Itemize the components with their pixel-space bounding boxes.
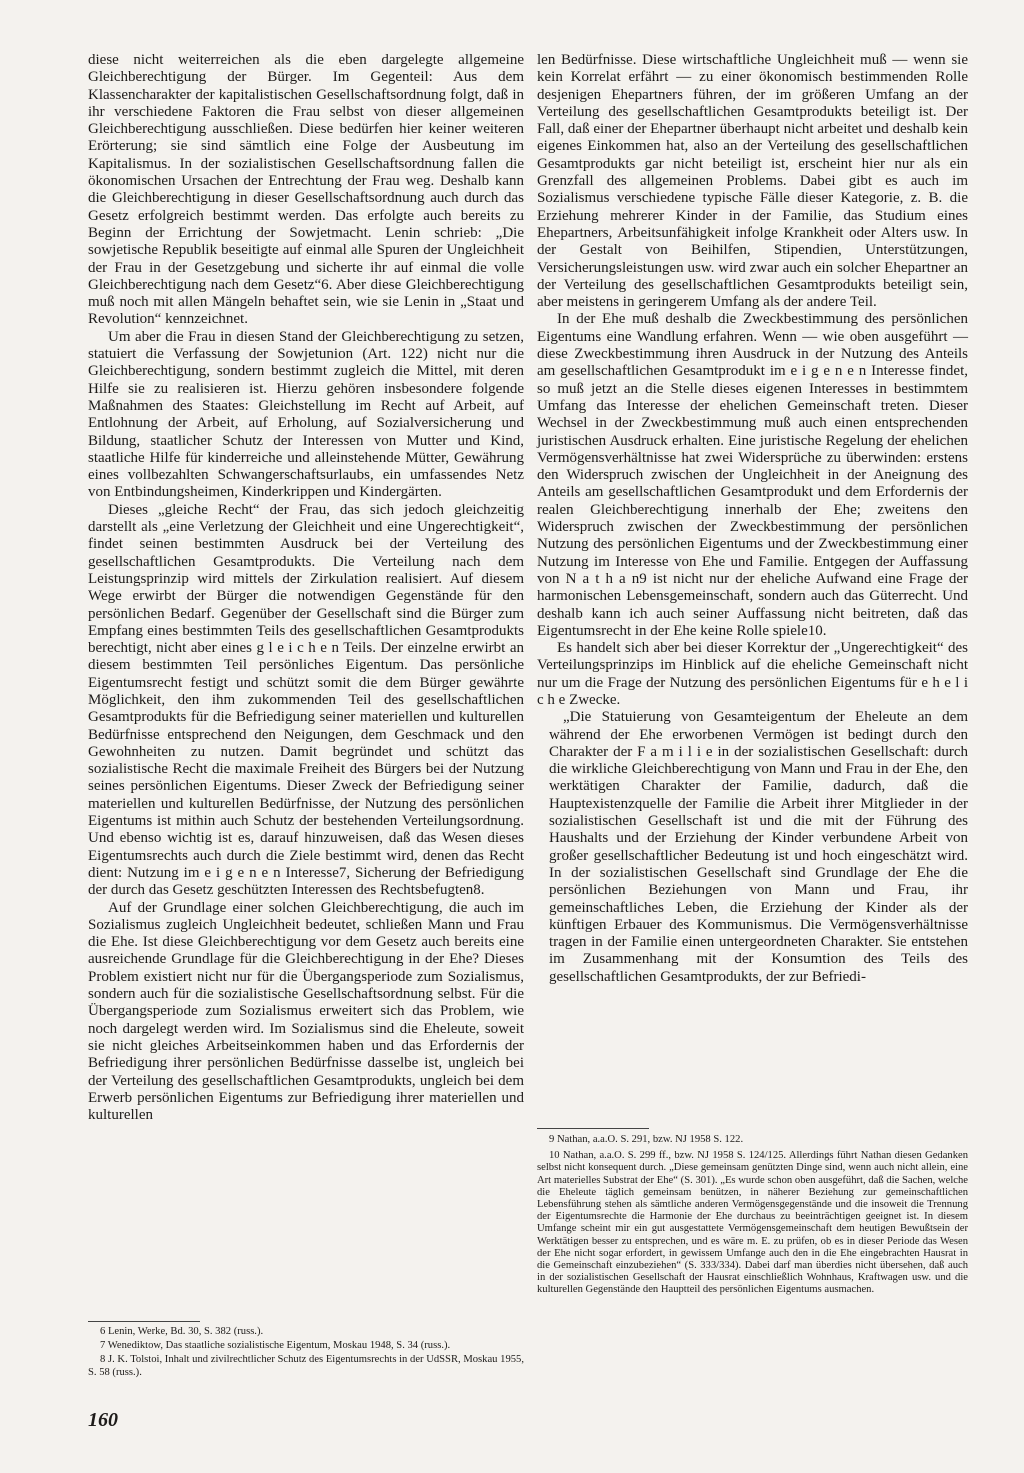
block-quote: „Die Statuierung von Gesamteigentum der Eheleute an dem während der Ehe erworbenen Vermögen ist bedingt durch den Charakter der F a m i l i e in der sozialistischen Gesellschaft: durch die wirkliche Gleichberechtigung von Mann und Frau in der Ehe, den werktätigen Charakter der Familie, dadurch, daß die Hauptexistenzquelle der Familie die Arbeit ihrer Mitglieder in der sozialistischen Gesellschaft ist und die mit der Führung des Haushalts und der Erziehung der Kinder verbundene Arbeit von großer gesellschaftlicher Bedeutung ist und hoch eingeschätzt wird. In der sozialistischen Gesellschaft sind Grundlage der Ehe die persönlichen Beziehungen von Mann und Frau, ihr gemeinschaftliches Leben, die Erziehung der Kinder als der künftigen Erbauer des Kommunismus. Die Vermögensverhältnisse tragen in der Familie einen untergeordneten Charakter. Sie entstehen im Zusammenhang mit der Konsumtion des Teils des gesellschaftlichen Gesamtprodukts, der zur Befriedi-	[549, 709, 968, 985]
paragraph: Um aber die Frau in diesen Stand der Gleichberechtigung zu setzen, statuiert die Verfassung der Sowjetunion (Art. 122) nicht nur die Gleichberechtigung, sondern bestimmt zugleich die Mittel, mit deren Hilfe sie zu realisieren ist. Hierzu gehören insbesondere folgende Maßnahmen des Staates: Gleichstellung im Recht auf Arbeit, auf Entlohnung der Arbeit, auf Erholung, auf Sozialversicherung und Bildung, staatlicher Schutz der Interessen von Mutter und Kind, staatliche Hilfe für kinderreiche und alleinstehende Mütter, Gewährung eines vollbezahlten Schwangerschaftsurlaubs, ein umfassendes Netz von Entbindungsheimen, Kinderkrippen und Kindergärten.	[88, 328, 524, 501]
paragraph: In der Ehe muß deshalb die Zweckbestimmung des persönlichen Eigentums eine Wandlung erfahren. Wenn — wie oben ausgeführt — diese Zweckbestimmung ihren Ausdruck in der Nutzung des Anteils am gesellschaftlichen Gesamtprodukt im e i g e n e n Interesse findet, so muß jetzt an die Stelle dieses eigenen Interesses in bestimmtem Umfang das Interesse der ehelichen Gemeinschaft treten. Dieser Wechsel in der Zweckbestimmung muß auch einen entsprechenden juristischen Ausdruck erhalten. Eine juristische Regelung der ehelichen Vermögensverhältnisse hat zwei Widersprüche zu überwinden: erstens den Widerspruch zwischen der Ungleichheit in der Aneignung des Anteils am gesellschaftlichen Gesamtprodukt und dem Erfordernis der realen Gleichberechtigung innerhalb der Ehe; zweitens den Widerspruch zwischen der Zweckbestimmung der persönlichen Nutzung des persönlichen Eigentums und der Zweckbestimmung einer Nutzung im Interesse von Ehe und Familie. Entgegen der Auffassung von N a t h a n9 ist nicht nur der eheliche Aufwand eine Frage der harmonischen Lebensgemeinschaft, sondern auch das Güterrecht. Und deshalb kann ich auch seiner Auffassung nicht beitreten, daß das Eigentumsrecht in der Ehe keine Rolle spiele10.	[537, 311, 968, 639]
paragraph: diese nicht weiterreichen als die eben dargelegte allgemeine Gleichberechtigung der Bürger. Im Gegenteil: Aus dem Klassencharakter der kapitalistischen Gesellschaftsordnung folgt, daß in ihr verschiedene Faktoren die Frau selbst von dieser allgemeinen Gleichberechtigung ausschließen. Diese bedürfen hier keiner weiteren Erörterung; sie sind sämtlich eine Folge der Ausbeutung im Kapitalismus. In der sozialistischen Gesellschaftsordnung fallen die ökonomischen Ursachen der Entrechtung der Frau weg. Deshalb kann die Gleichberechtigung in dieser Gesellschaftsordnung auch durch das Gesetz erfolgreich bestimmt werden. Das erfolgte auch bereits zu Beginn der Errichtung der Sowjetmacht. Lenin schrieb: „Die sowjetische Republik beseitigte auf einmal alle Spuren der Ungleichheit der Frau in der Gesetzgebung und sicherte ihr auf einmal die volle Gleichberechtigung nach dem Gesetz“6. Aber diese Gleichberechtigung muß noch mit allen Mängeln behaftet sein, wie sie Lenin in „Staat und Revolution“ kennzeichnet.	[88, 52, 524, 328]
footnote: 10 Nathan, a.a.O. S. 299 ff., bzw. NJ 1958 S. 124/125. Allerdings führt Nathan diesen Gedanken selbst nicht konsequent durch. „Diese gemeinsam genützten Dinge sind, wenn auch nicht allein, eine Art materielles Substrat der Ehe“ (S. 301). „Es wurde schon oben ausgeführt, daß die Sachen, welche die Eheleute täglich gemeinsam benützen, in näherer Beziehung zur gemeinschaftlichen Lebensführung stehen als sämtliche anderen Vermögensgegenstände und die insoweit die Trennung der Eigentumsrechte die Harmonie der Ehe durchaus zu beeinträchtigen geeignet ist. In diesem Umfange scheint mir ein gut ausgestattete Vermögensgemeinschaft dem heutigen Bewußtsein der Werktätigen besser zu entsprechen, und es wäre m. E. zu prüfen, ob es in dieser Periode das Wesen der Ehe nicht sogar erfordert, in gewissem Umfange auch den in die Ehe eingebrachten Hausrat in die Gemeinschaft einzubeziehen“ (S. 333/334). Dabei darf man überdies nicht übersehen, daß auch in der sozialistischen Gesellschaft der Hausrat einschließlich Wohnhaus, Kraftwagen usw. und die kulturellen Gegenstände den Hauptteil des persönlichen Eigentums ausmachen.	[537, 1150, 968, 1296]
paragraph: len Bedürfnisse. Diese wirtschaftliche Ungleichheit muß — wenn sie kein Korrelat erfährt — zu einer ökonomisch bestimmenden Rolle desjenigen Ehepartners führen, der im größeren Umfang an der Verteilung des gesellschaftlichen Gesamtprodukts beteiligt ist. Der Fall, daß einer der Ehepartner überhaupt nicht arbeitet und deshalb kein eigenes Einkommen hat, also an der Verteilung des gesellschaftlichen Gesamtprodukts gar nicht beteiligt ist, erscheint hier nur als ein Grenzfall des allgemeinen Problems. Dabei gibt es auch im Sozialismus verschiedene typische Fälle dieser Kategorie, z. B. die Erziehung mehrerer Kinder in der Familie, das Studium eines Ehepartners, Arbeitsunfähigkeit infolge Krankheit oder Alters usw. In der Gestalt von Beihilfen, Stipendien, Unterstützungen, Versicherungsleistungen usw. wird zwar auch ein solcher Ehepartner an der Verteilung des gesellschaftlichen Gesamtprodukts beteiligt sein, aber meistens in geringerem Umfang als der andere Teil.	[537, 52, 968, 311]
footnote: 7 Wenediktow, Das staatliche sozialistische Eigentum, Moskau 1948, S. 34 (russ.).	[100, 1340, 451, 1352]
paragraph: Dieses „gleiche Recht“ der Frau, das sich jedoch gleichzeitig darstellt als „eine Verletzung der Gleichheit und eine Ungerechtigkeit“, findet seinen bestimmten Ausdruck bei der Verteilung des gesellschaftlichen Gesamtprodukts. Die Verteilung nach dem Leistungsprinzip wird mittels der Zirkulation realisiert. Auf diesem Wege erwirbt der Bürger die notwendigen Gegenstände für den persönlichen Bedarf. Gegenüber der Gesellschaft sind die Bürger zum Empfang eines bestimmten Teils des gesellschaftlichen Gesamtprodukts berechtigt, nicht aber eines g l e i c h e n Teils. Der einzelne erwirbt an diesem bestimmten Teil persönliches Eigentum. Das persönliche Eigentumsrecht festigt und schützt somit die dem Bürger gewährte Möglichkeit, den ihm zukommenden Teil des gesellschaftlichen Gesamtprodukts für die Befriedigung seiner materiellen und kulturellen Bedürfnisse entsprechend den Neigungen, dem Geschmack und den Gewohnheiten zu nutzen. Damit begründet und schützt das sozialistische Recht die maximale Freiheit des Bürgers bei der Nutzung seines persönlichen Eigentums. Dieser Zweck der Befriedigung seiner materiellen und kulturellen Bedürfnisse, der Nutzung des persönlichen Eigentums ist mithin auch Schutz der bestehenden Verteilungsordnung. Und ebenso wichtig ist es, darauf hinzuweisen, daß das Wesen dieses Eigentumsrechts auch durch die Ziele bestimmt wird, denen das Recht dient: Nutzung im e i g e n e n Interesse7, Sicherung der Befriedigung der durch das Gesetz geschützten Interessen des Rechtsbefugten8.	[88, 501, 524, 899]
footnote: 9 Nathan, a.a.O. S. 291, bzw. NJ 1958 S. 122.	[549, 1134, 744, 1145]
footnote-divider	[88, 1321, 200, 1322]
footnote: 6 Lenin, Werke, Bd. 30, S. 382 (russ.).	[100, 1326, 264, 1337]
paragraph: Es handelt sich aber bei dieser Korrektur der „Ungerechtigkeit“ des Verteilungsprinzips im Hinblick auf die eheliche Gemeinschaft nicht nur um die Frage der Nutzung des persönlichen Eigentums für e h e l i c h e Zwecke.	[537, 640, 968, 708]
footnote-divider	[537, 1128, 649, 1129]
footnotes-right	[537, 1134, 968, 1297]
left-text-column	[88, 52, 524, 1124]
footnote: 8 J. K. Tolstoi, Inhalt und zivilrechtlicher Schutz des Eigentumsrechts in der UdSSR, Moskau 1955, S. 58 (russ.).	[88, 1354, 524, 1378]
footnotes-left	[88, 1326, 524, 1381]
paragraph: Auf der Grundlage einer solchen Gleichberechtigung, die auch im Sozialismus zugleich Ungleichheit bedeutet, schließen Mann und Frau die Ehe. Ist diese Gleichberechtigung vor dem Gesetz auch bereits eine ausreichende Grundlage für die Gleichberechtigung in der Ehe? Dieses Problem existiert nicht nur für die Übergangsperiode zum Sozialismus, sondern auch für die sozialistische Gesellschaftsordnung selbst. Für die Übergangsperiode zum Sozialismus erweitert sich das Problem, wie noch dargelegt werden wird. Im Sozialismus sind die Eheleute, soweit sie nicht gleiches Arbeitseinkommen haben und das Erfordernis der Befriedigung ihrer persönlichen Bedürfnisse dasselbe ist, ungleich bei der Verteilung des gesellschaftlichen Gesamtprodukts, ungleich bei dem Erwerb persönlichen Eigentums zur Befriedigung ihrer materiellen und kulturellen	[88, 899, 524, 1124]
page-number: 160	[88, 1409, 118, 1431]
right-text-column	[537, 52, 968, 986]
